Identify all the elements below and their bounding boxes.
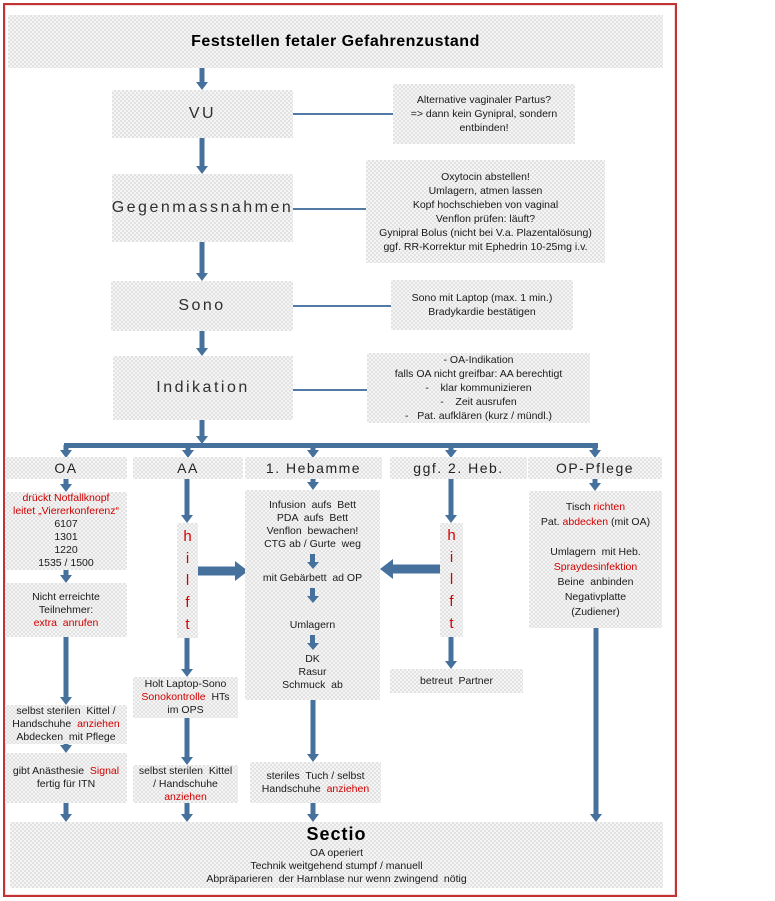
aa-box-kittel: selbst sterilen Kittel / Handschuhe anziehen bbox=[133, 765, 238, 803]
mini-arrow-down bbox=[307, 554, 319, 569]
note-box-indikation: - OA-Indikation falls OA nicht greifbar: AA berechtigt - klar kommunizieren - Zeit ausrufen - Pat. aufklären (kurz / mündl.) bbox=[367, 353, 590, 423]
note-box-gegenmassnahmen: Oxytocin abstellen! Umlagern, atmen lassen Kopf hochschieben von vaginal Venflon prüfen: läuft? Gynipral Bolus (nicht bei V.a. Plazentalösung) ggf. RR-Korrektur mit Ephedrin 10-25mg i.v. bbox=[366, 160, 605, 263]
column-header-oa: OA bbox=[5, 457, 127, 479]
flow-box-vu bbox=[112, 90, 293, 138]
arrow-aa-hilft-right bbox=[198, 561, 248, 581]
arrow-indikation-to-branch bbox=[196, 420, 208, 444]
hebamme1-main-box: Infusion aufs Bett PDA aufs Bett Venflon bewachen! CTG ab / Gurte weg mit Gebärbett ad OP Umlagern DK Rasur Schmuck ab bbox=[245, 490, 380, 700]
flow-box-sono bbox=[111, 281, 293, 331]
connector-vu-note bbox=[293, 113, 393, 115]
column-header-hebamme1: 1. Hebamme bbox=[245, 457, 382, 479]
oa-box-notfallknopf: drückt Notfallknopf leitet „Viererkonferenz“ 6107 1301 1220 1535 / 1500 bbox=[5, 492, 127, 570]
flow-box-sono-label: Sono bbox=[178, 297, 226, 314]
flow-box-indikation-label: Indikation bbox=[156, 379, 250, 396]
arrow-hebamme1-to-sectio bbox=[307, 803, 319, 822]
column-header-op: OP-Pflege bbox=[528, 457, 662, 479]
arrow-oa-1 bbox=[60, 479, 72, 492]
arrow-hebamme1-1 bbox=[307, 479, 319, 490]
arrow-oa-2 bbox=[60, 570, 72, 583]
hebamme1-box-tuch: steriles Tuch / selbst Handschuhe anziehen bbox=[250, 762, 381, 803]
branch-line bbox=[64, 443, 598, 448]
hebamme2-hilft-box: h i l f t bbox=[440, 523, 463, 637]
connector-indikation-note bbox=[293, 389, 367, 391]
aa-box-laptop-sono: Holt Laptop-Sono Sonokontrolle HTs im OPS bbox=[133, 677, 238, 718]
oa-box-kittel: selbst sterilen Kittel / Handschuhe anziehen Abdecken mit Pflege bbox=[5, 705, 127, 744]
mini-arrow-down bbox=[307, 635, 319, 650]
flow-box-vu-label: VU bbox=[188, 105, 217, 122]
arrow-aa-to-sectio bbox=[181, 803, 193, 822]
sectio-lines: OA operiert Technik weitgehend stumpf / manuell Abpräparieren der Harnblase nur wenn zwingend nötig bbox=[206, 847, 467, 885]
arrow-aa-to-hilft bbox=[181, 479, 193, 523]
column-header-aa: AA bbox=[133, 457, 243, 479]
arrow-gegenmassnahmen-to-sono bbox=[196, 242, 208, 281]
note-box-sono: Sono mit Laptop (max. 1 min.) Bradykardie bestätigen bbox=[391, 280, 573, 330]
arrow-aa-1 bbox=[181, 638, 193, 677]
arrow-oa-3 bbox=[60, 637, 72, 705]
arrow-hebamme2-1 bbox=[445, 637, 457, 669]
arrow-aa-2 bbox=[181, 718, 193, 765]
flow-box-indikation bbox=[113, 356, 293, 420]
aa-hilft-box: h i l f t bbox=[177, 523, 198, 638]
flow-box-gegenmassnahmen-label: Gegenmassnahmen bbox=[111, 199, 294, 216]
sectio-title: Sectio bbox=[306, 824, 367, 844]
arrow-sono-to-indikation bbox=[196, 331, 208, 356]
arrow-hebamme1-2 bbox=[307, 700, 319, 762]
op-main-box: Tisch richten Pat. abdecken (mit OA) Umlagern mit Heb. Spraydesinfektion Beine anbinden Negativplatte (Zudiener) bbox=[529, 491, 662, 628]
oa-box-signal: gibt Anästhesie Signal fertig für ITN bbox=[5, 753, 127, 803]
connector-sono-note bbox=[293, 305, 391, 307]
arrow-vu-to-gegenmassnahmen bbox=[196, 138, 208, 174]
flow-box-gegenmassnahmen bbox=[112, 174, 293, 242]
oa-box-teilnehmer: Nicht erreichte Teilnehmer: extra anrufen bbox=[5, 583, 127, 637]
note-box-vu: Alternative vaginaler Partus? => dann kein Gynipral, sondern entbinden! bbox=[393, 84, 575, 144]
page-title bbox=[8, 15, 663, 68]
sectio-box bbox=[10, 822, 663, 888]
arrow-title-to-vu bbox=[196, 68, 208, 90]
hebamme2-box-partner: betreut Partner bbox=[390, 669, 523, 693]
arrow-op-1 bbox=[589, 479, 601, 491]
arrow-oa-4 bbox=[60, 744, 72, 753]
page-title-text: Feststellen fetaler Gefahrenzustand bbox=[191, 32, 480, 50]
arrow-hebamme2-hilft-left bbox=[380, 559, 440, 579]
mini-arrow-down bbox=[307, 588, 319, 603]
arrow-oa-to-sectio bbox=[60, 803, 72, 822]
column-header-hebamme2: ggf. 2. Heb. bbox=[390, 457, 527, 479]
connector-gegenmassnahmen-note bbox=[293, 208, 366, 210]
arrow-op-to-sectio bbox=[590, 628, 602, 822]
arrow-hebamme2-to-hilft bbox=[445, 479, 457, 523]
